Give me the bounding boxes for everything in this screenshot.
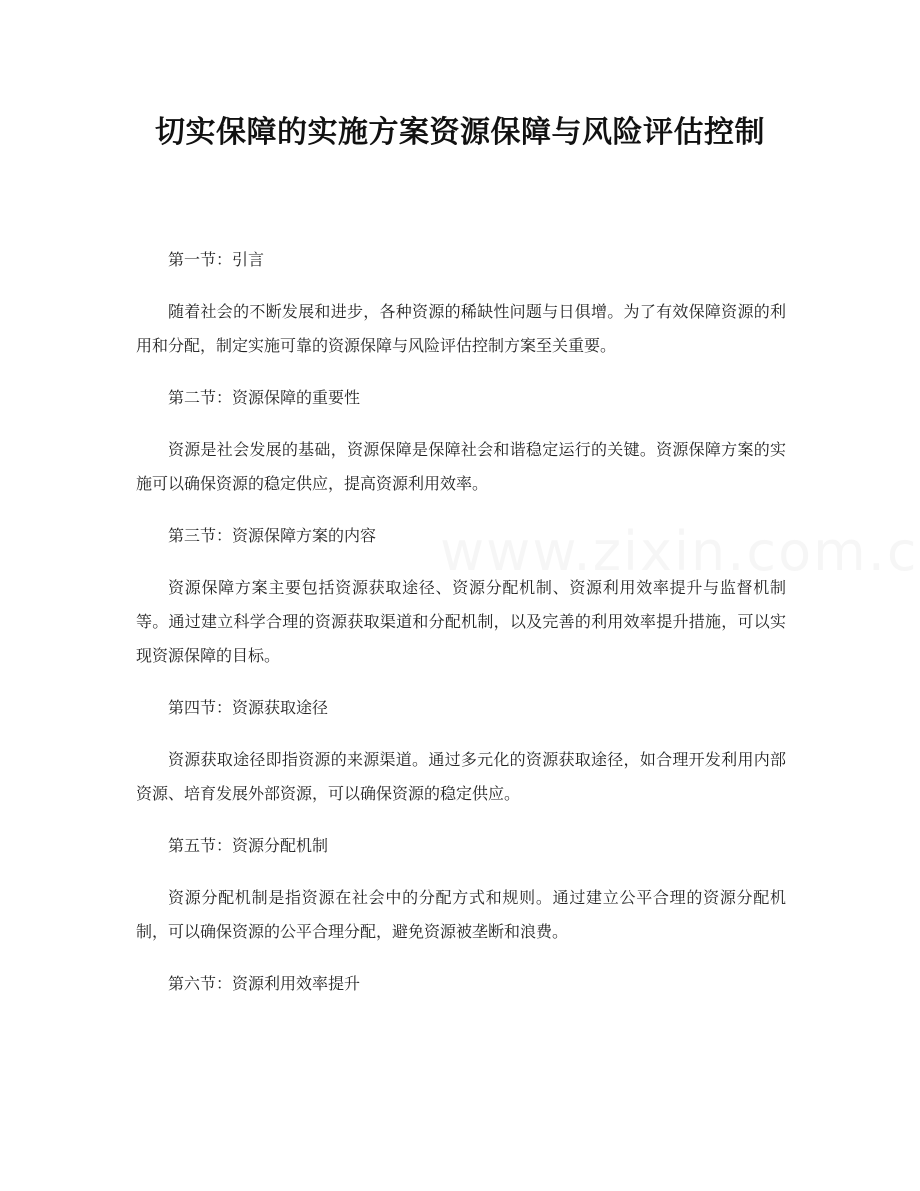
section-paragraph-1: 随着社会的不断发展和进步，各种资源的稀缺性问题与日俱增。为了有效保障资源的利用和分配，制定实施可靠的资源保障与风险评估控制方案至关重要。 [136,302,786,355]
section-heading-6: 第六节：资源利用效率提升 [168,974,361,993]
section-heading-3: 第三节：资源保障方案的内容 [168,526,377,545]
document-title: 切实保障的实施方案资源保障与风险评估控制 [155,115,765,150]
section-paragraph-3: 资源保障方案主要包括资源获取途径、资源分配机制、资源利用效率提升与监督机制等。通过建立科学合理的资源获取渠道和分配机制，以及完善的利用效率提升措施，可以实现资源保障的目标。 [136,578,786,665]
section-paragraph-5: 资源分配机制是指资源在社会中的分配方式和规则。通过建立公平合理的资源分配机制，可以确保资源的公平合理分配，避免资源被垄断和浪费。 [136,888,786,941]
section-heading-1: 第一节：引言 [168,250,265,269]
document-body [136,244,786,1019]
section-paragraph-4: 资源获取途径即指资源的来源渠道。通过多元化的资源获取途径，如合理开发利用内部资源、培育发展外部资源，可以确保资源的稳定供应。 [136,750,786,803]
section-paragraph-2: 资源是社会发展的基础，资源保障是保障社会和谐稳定运行的关键。资源保障方案的实施可以确保资源的稳定供应，提高资源利用效率。 [136,440,786,493]
section-heading-5: 第五节：资源分配机制 [168,836,329,855]
section-heading-4: 第四节：资源获取途径 [168,698,329,717]
section-heading-2: 第二节：资源保障的重要性 [168,388,361,407]
